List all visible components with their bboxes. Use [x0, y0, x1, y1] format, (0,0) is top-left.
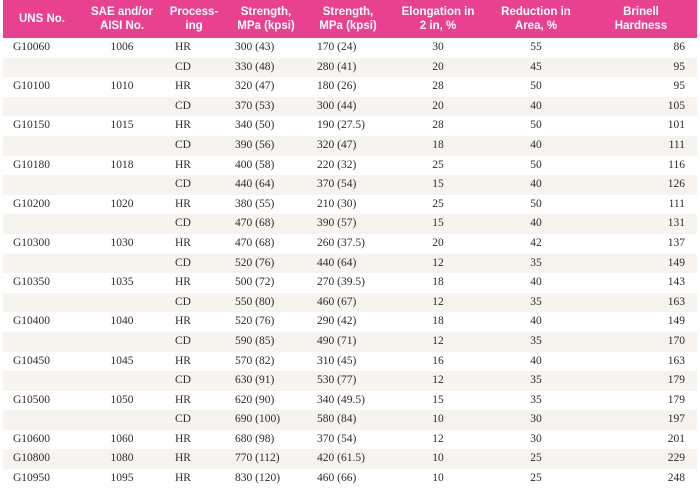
table-row [3, 254, 697, 274]
cell-brinell-hardness: 179 [667, 393, 685, 406]
table-body [3, 38, 697, 489]
table-row [3, 175, 697, 195]
table-row [3, 58, 697, 78]
table-row [3, 312, 697, 332]
cell-yield-strength: 190 (27.5) [317, 119, 365, 132]
cell-elongation: 18 [432, 276, 444, 289]
cell-elongation: 12 [389, 332, 487, 352]
cell-tensile-strength: 680 (98) [235, 432, 275, 445]
table-row [3, 410, 697, 430]
cell-yield-strength: 420 (61.5) [307, 449, 389, 469]
cell-tensile-strength: 400 (58) [235, 158, 275, 171]
cell-tensile-strength: 390 (56) [225, 136, 307, 156]
cell-yield-strength: 370 (54) [317, 432, 357, 445]
cell-tensile-strength: 370 (53) [225, 97, 307, 117]
cell-elongation: 15 [432, 393, 444, 406]
cell-processing: HR [175, 276, 191, 289]
cell-reduction-in-area: 40 [487, 214, 585, 234]
cell-yield-strength: 460 (67) [307, 293, 389, 313]
cell-processing: CD [163, 58, 225, 78]
cell-elongation: 28 [432, 80, 444, 93]
header-brinell-hardness [585, 0, 697, 38]
cell-reduction-in-area: 42 [530, 236, 542, 249]
cell-processing: HR [175, 236, 191, 249]
cell-uns-number: G10450 [13, 354, 51, 367]
cell-uns-number [3, 254, 81, 274]
cell-elongation: 10 [432, 472, 444, 485]
cell-reduction-in-area: 45 [487, 58, 585, 78]
cell-tensile-strength: 380 (55) [235, 197, 275, 210]
cell-elongation: 20 [432, 236, 444, 249]
cell-uns-number: G10150 [13, 119, 51, 132]
cell-uns-number [3, 136, 81, 156]
header-processing [163, 0, 225, 38]
cell-tensile-strength: 590 (85) [225, 332, 307, 352]
cell-processing: CD [163, 254, 225, 274]
cell-aisi-number [81, 214, 163, 234]
cell-processing: HR [163, 449, 225, 469]
cell-brinell-hardness: 197 [585, 410, 697, 430]
cell-uns-number [3, 97, 81, 117]
cell-uns-number: G10400 [13, 315, 51, 328]
cell-uns-number: G10500 [13, 393, 51, 406]
cell-processing: HR [175, 158, 191, 171]
cell-brinell-hardness: 105 [585, 97, 697, 117]
cell-uns-number [3, 293, 81, 313]
cell-elongation: 20 [389, 58, 487, 78]
cell-brinell-hardness: 163 [667, 354, 685, 367]
header-yield-strength [307, 0, 389, 38]
cell-processing: CD [163, 136, 225, 156]
cell-uns-number: G10200 [13, 197, 51, 210]
cell-processing: HR [175, 472, 191, 485]
header-uns-line2: UNS No. [19, 13, 65, 25]
table-row [3, 136, 697, 156]
cell-aisi-number: 1015 [110, 119, 134, 132]
cell-brinell-hardness: 131 [585, 214, 697, 234]
table-row [3, 97, 697, 117]
cell-reduction-in-area: 50 [530, 197, 542, 210]
table-row [3, 430, 697, 450]
cell-processing: CD [163, 410, 225, 430]
cell-reduction-in-area: 50 [530, 119, 542, 132]
table-row [3, 156, 697, 176]
cell-reduction-in-area: 50 [530, 80, 542, 93]
header-elongation-line1: Elongation in [401, 6, 475, 18]
cell-aisi-number [81, 254, 163, 274]
cell-aisi-number: 1018 [110, 158, 134, 171]
cell-elongation: 12 [389, 293, 487, 313]
header-yield-line1: Strength, [322, 6, 374, 18]
cell-tensile-strength: 520 (76) [225, 254, 307, 274]
cell-elongation: 20 [389, 97, 487, 117]
table-row [3, 77, 697, 97]
cell-brinell-hardness: 170 [585, 332, 697, 352]
cell-yield-strength: 220 (32) [317, 158, 357, 171]
cell-aisi-number: 1020 [110, 197, 134, 210]
table-row [3, 116, 697, 136]
table-row [3, 234, 697, 254]
cell-tensile-strength: 440 (64) [225, 175, 307, 195]
cell-tensile-strength: 500 (72) [235, 276, 275, 289]
cell-uns-number: G10950 [13, 472, 51, 485]
cell-brinell-hardness: 101 [667, 119, 685, 132]
cell-processing: HR [175, 432, 191, 445]
cell-uns-number [3, 371, 81, 391]
cell-reduction-in-area: 35 [487, 254, 585, 274]
cell-processing: CD [163, 371, 225, 391]
cell-elongation: 15 [389, 214, 487, 234]
table-row [3, 449, 697, 469]
cell-yield-strength: 300 (44) [307, 97, 389, 117]
cell-tensile-strength: 300 (43) [235, 41, 275, 53]
cell-elongation: 25 [432, 197, 444, 210]
cell-elongation: 30 [432, 41, 444, 53]
cell-elongation: 15 [389, 175, 487, 195]
table-row [3, 469, 697, 489]
cell-elongation: 12 [389, 371, 487, 391]
cell-processing: HR [175, 80, 191, 93]
cell-elongation: 18 [389, 136, 487, 156]
header-yield-line2: MPa (kpsi) [319, 20, 377, 32]
cell-tensile-strength: 570 (82) [235, 354, 275, 367]
cell-brinell-hardness: 229 [585, 449, 697, 469]
cell-tensile-strength: 770 (112) [225, 449, 307, 469]
cell-elongation: 28 [432, 119, 444, 132]
cell-yield-strength: 280 (41) [307, 58, 389, 78]
cell-aisi-number [81, 97, 163, 117]
cell-elongation: 18 [432, 315, 444, 328]
cell-brinell-hardness: 126 [585, 175, 697, 195]
cell-tensile-strength: 620 (90) [235, 393, 275, 406]
cell-aisi-number: 1040 [110, 315, 134, 328]
header-reduction-line2: Area, % [514, 20, 558, 32]
cell-reduction-in-area: 40 [487, 136, 585, 156]
cell-tensile-strength: 470 (68) [235, 236, 275, 249]
cell-aisi-number: 1095 [110, 472, 134, 485]
cell-reduction-in-area: 35 [487, 332, 585, 352]
table-row [3, 214, 697, 234]
cell-yield-strength: 310 (45) [317, 354, 357, 367]
cell-processing: CD [163, 332, 225, 352]
cell-brinell-hardness: 201 [667, 432, 685, 445]
cell-reduction-in-area: 40 [530, 276, 542, 289]
cell-yield-strength: 390 (57) [307, 214, 389, 234]
cell-yield-strength: 180 (26) [317, 80, 357, 93]
cell-processing: HR [175, 197, 191, 210]
cell-aisi-number [81, 58, 163, 78]
cell-brinell-hardness: 86 [673, 41, 685, 53]
cell-elongation: 25 [432, 158, 444, 171]
header-aisi-line2: AISI No. [99, 20, 145, 32]
cell-tensile-strength: 690 (100) [225, 410, 307, 430]
cell-uns-number: G10600 [13, 432, 51, 445]
header-reduction-in-area [487, 0, 585, 38]
cell-aisi-number [81, 175, 163, 195]
cell-aisi-number [81, 410, 163, 430]
cell-brinell-hardness: 149 [667, 315, 685, 328]
cell-processing: CD [163, 214, 225, 234]
header-aisi-line1: SAE and/or [91, 6, 153, 18]
cell-tensile-strength: 470 (68) [225, 214, 307, 234]
cell-uns-number: G10300 [13, 236, 51, 249]
table-header [3, 0, 697, 38]
cell-reduction-in-area: 40 [487, 175, 585, 195]
cell-tensile-strength: 550 (80) [225, 293, 307, 313]
cell-tensile-strength: 340 (50) [235, 119, 275, 132]
cell-brinell-hardness: 95 [673, 80, 685, 93]
cell-tensile-strength: 630 (91) [225, 371, 307, 391]
cell-aisi-number: 1010 [110, 80, 134, 93]
header-row [3, 0, 697, 38]
cell-elongation: 16 [432, 354, 444, 367]
cell-processing: CD [163, 175, 225, 195]
cell-uns-number [3, 410, 81, 430]
cell-reduction-in-area: 30 [487, 410, 585, 430]
cell-aisi-number [81, 136, 163, 156]
cell-reduction-in-area: 40 [487, 97, 585, 117]
header-aisi [81, 0, 163, 38]
cell-reduction-in-area: 55 [530, 41, 542, 53]
cell-processing: HR [175, 41, 191, 53]
cell-reduction-in-area: 25 [487, 449, 585, 469]
table-row [3, 371, 697, 391]
cell-aisi-number: 1045 [110, 354, 134, 367]
cell-uns-number [3, 214, 81, 234]
cell-aisi-number [81, 332, 163, 352]
cell-aisi-number: 1030 [110, 236, 134, 249]
cell-brinell-hardness: 149 [585, 254, 697, 274]
cell-processing: HR [175, 119, 191, 132]
cell-processing: CD [163, 293, 225, 313]
cell-yield-strength: 170 (24) [317, 41, 357, 53]
header-elongation [389, 0, 487, 38]
cell-uns-number: G10060 [13, 41, 51, 53]
cell-reduction-in-area: 40 [530, 315, 542, 328]
cell-reduction-in-area: 40 [530, 354, 542, 367]
cell-uns-number: G10100 [13, 80, 51, 93]
cell-aisi-number [81, 371, 163, 391]
cell-uns-number [3, 58, 81, 78]
cell-aisi-number: 1080 [81, 449, 163, 469]
table-row [3, 391, 697, 411]
cell-aisi-number: 1006 [110, 41, 134, 53]
table-row [3, 38, 697, 58]
header-tensile-line1: Strength, [240, 6, 292, 18]
cell-yield-strength: 370 (54) [307, 175, 389, 195]
header-elongation-line2: 2 in, % [419, 20, 457, 32]
cell-uns-number: G10350 [13, 276, 51, 289]
table-row [3, 293, 697, 313]
header-reduction-line1: Reduction in [501, 6, 571, 18]
cell-uns-number [3, 332, 81, 352]
table-row [3, 352, 697, 372]
cell-yield-strength: 270 (39.5) [317, 276, 365, 289]
cell-yield-strength: 210 (30) [317, 197, 357, 210]
cell-tensile-strength: 520 (76) [235, 315, 275, 328]
cell-elongation: 12 [389, 254, 487, 274]
cell-brinell-hardness: 248 [667, 472, 685, 485]
cell-reduction-in-area: 50 [530, 158, 542, 171]
cell-yield-strength: 440 (64) [307, 254, 389, 274]
cell-brinell-hardness: 163 [585, 293, 697, 313]
cell-brinell-hardness: 179 [585, 371, 697, 391]
cell-yield-strength: 290 (42) [317, 315, 357, 328]
cell-brinell-hardness: 137 [667, 236, 685, 249]
cell-yield-strength: 320 (47) [307, 136, 389, 156]
cell-tensile-strength: 320 (47) [235, 80, 275, 93]
cell-aisi-number: 1035 [110, 276, 134, 289]
cell-processing: HR [175, 315, 191, 328]
cell-yield-strength: 260 (37.5) [317, 236, 365, 249]
header-uns [3, 0, 81, 38]
header-brinell-line2: Hardness [614, 20, 668, 32]
cell-reduction-in-area: 35 [530, 393, 542, 406]
header-processing-line2: ing [185, 20, 203, 32]
cell-brinell-hardness: 111 [668, 197, 685, 210]
cell-elongation: 12 [432, 432, 444, 445]
cell-tensile-strength: 830 (120) [235, 472, 281, 485]
cell-uns-number: G10800 [3, 449, 81, 469]
cell-uns-number: G10180 [13, 158, 51, 171]
header-brinell-line1: Brinell [623, 6, 659, 18]
cell-aisi-number: 1060 [110, 432, 134, 445]
cell-yield-strength: 490 (71) [307, 332, 389, 352]
cell-yield-strength: 530 (77) [307, 371, 389, 391]
cell-brinell-hardness: 143 [667, 276, 685, 289]
cell-yield-strength: 580 (84) [307, 410, 389, 430]
cell-elongation: 10 [389, 449, 487, 469]
steel-properties-table [3, 0, 697, 489]
cell-processing: HR [175, 393, 191, 406]
cell-elongation: 10 [389, 410, 487, 430]
cell-processing: HR [175, 354, 191, 367]
cell-aisi-number: 1050 [110, 393, 134, 406]
table-row [3, 273, 697, 293]
cell-uns-number [3, 175, 81, 195]
cell-reduction-in-area: 35 [487, 371, 585, 391]
table-row [3, 332, 697, 352]
cell-brinell-hardness: 116 [668, 158, 685, 171]
cell-reduction-in-area: 35 [487, 293, 585, 313]
cell-tensile-strength: 330 (48) [225, 58, 307, 78]
cell-reduction-in-area: 25 [530, 472, 542, 485]
header-tensile-line2: MPa (kpsi) [237, 20, 295, 32]
cell-reduction-in-area: 30 [530, 432, 542, 445]
cell-processing: CD [163, 97, 225, 117]
header-tensile-strength [225, 0, 307, 38]
cell-yield-strength: 340 (49.5) [317, 393, 365, 406]
header-processing-line1: Process- [169, 6, 219, 18]
table-row [3, 195, 697, 215]
cell-brinell-hardness: 95 [585, 58, 697, 78]
cell-yield-strength: 460 (66) [317, 472, 357, 485]
cell-aisi-number [81, 293, 163, 313]
cell-brinell-hardness: 111 [585, 136, 697, 156]
